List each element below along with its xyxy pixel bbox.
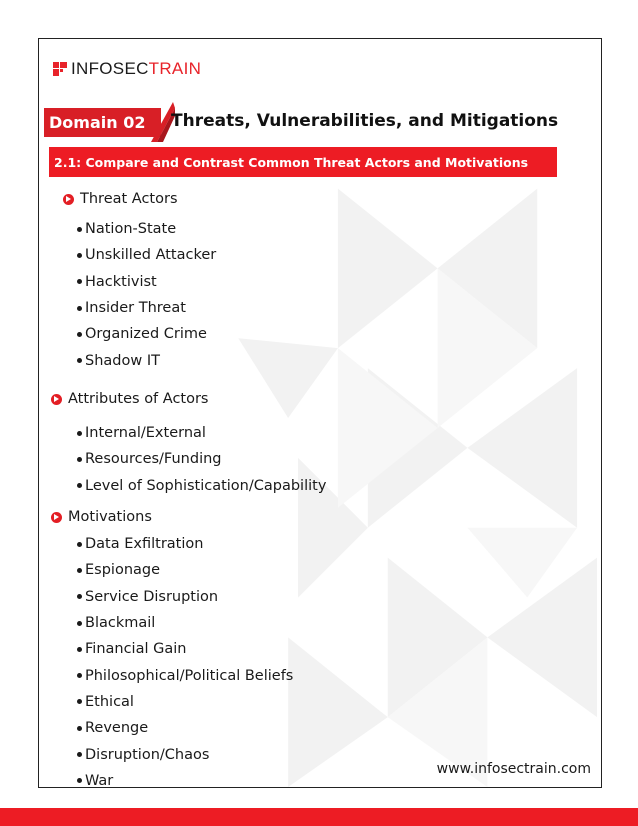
bullet-icon bbox=[77, 306, 82, 311]
list-item bbox=[77, 242, 216, 268]
list-item-text: Nation-State bbox=[85, 221, 177, 238]
list-item-text: Level of Sophistication/Capability bbox=[85, 477, 327, 494]
bullet-icon bbox=[77, 542, 82, 547]
attributes-list bbox=[77, 420, 326, 499]
list-item-text: Disruption/Chaos bbox=[85, 746, 210, 763]
bullet-icon bbox=[77, 227, 82, 232]
arrow-circle-right-icon bbox=[51, 512, 62, 523]
list-item-text: Blackmail bbox=[85, 615, 156, 632]
list-item bbox=[77, 768, 293, 788]
arrow-circle-right-icon bbox=[51, 394, 62, 405]
list-item bbox=[77, 557, 293, 583]
infosectrain-logo bbox=[53, 59, 201, 79]
bullet-icon bbox=[77, 279, 82, 284]
list-item-text: Espionage bbox=[85, 562, 161, 579]
threat-actors-list bbox=[77, 216, 216, 374]
bullet-icon bbox=[77, 726, 82, 731]
list-item bbox=[77, 610, 293, 636]
list-item bbox=[77, 531, 293, 557]
list-item bbox=[77, 715, 293, 741]
footer-bar bbox=[0, 808, 638, 826]
bullet-icon bbox=[77, 699, 82, 704]
section-heading-text: Motivations bbox=[68, 509, 152, 525]
list-item-text: Service Disruption bbox=[85, 588, 219, 605]
motivations-list bbox=[77, 531, 293, 788]
logo-mark-icon bbox=[53, 62, 67, 76]
bullet-icon bbox=[77, 647, 82, 652]
list-item-text: Internal/External bbox=[85, 425, 206, 442]
page-frame bbox=[38, 38, 602, 788]
section-heading-text: Threat Actors bbox=[80, 191, 178, 207]
bullet-icon bbox=[77, 332, 82, 337]
list-item bbox=[77, 584, 293, 610]
list-item bbox=[77, 662, 293, 688]
logo-text bbox=[71, 59, 201, 79]
list-item bbox=[77, 269, 216, 295]
bullet-icon bbox=[77, 457, 82, 462]
logo-text-infosec: INFOSEC bbox=[71, 59, 149, 78]
list-item bbox=[77, 321, 216, 347]
list-item bbox=[77, 347, 216, 373]
domain-header bbox=[39, 108, 601, 138]
list-item-text: Financial Gain bbox=[85, 641, 187, 658]
list-item-text: Ethical bbox=[85, 693, 134, 710]
list-item bbox=[77, 295, 216, 321]
section-heading-text: Attributes of Actors bbox=[68, 391, 209, 407]
bullet-icon bbox=[77, 594, 82, 599]
subsection-banner: 2.1: Compare and Contrast Common Threat Actors and Motivations bbox=[49, 147, 557, 177]
bullet-icon bbox=[77, 673, 82, 678]
list-item-text: Resources/Funding bbox=[85, 451, 222, 468]
list-item bbox=[77, 420, 326, 446]
domain-title: Threats, Vulnerabilities, and Mitigations bbox=[171, 111, 559, 131]
bullet-icon bbox=[77, 483, 82, 488]
section-heading-attributes-of-actors bbox=[51, 391, 208, 407]
list-item-text: Unskilled Attacker bbox=[85, 247, 217, 264]
list-item bbox=[77, 689, 293, 715]
list-item-text: Data Exfiltration bbox=[85, 536, 204, 553]
list-item bbox=[77, 473, 326, 499]
section-heading-threat-actors bbox=[63, 191, 178, 207]
list-item bbox=[77, 446, 326, 472]
list-item-text: Shadow IT bbox=[85, 352, 160, 369]
section-heading-motivations bbox=[51, 509, 152, 525]
bullet-icon bbox=[77, 778, 82, 783]
bullet-icon bbox=[77, 431, 82, 436]
domain-tag: Domain 02 bbox=[44, 108, 161, 137]
bullet-icon bbox=[77, 752, 82, 757]
list-item-text: Organized Crime bbox=[85, 326, 207, 343]
bullet-icon bbox=[77, 568, 82, 573]
list-item-text: Philosophical/Political Beliefs bbox=[85, 667, 294, 684]
list-item-text: War bbox=[85, 772, 114, 788]
list-item-text: Hacktivist bbox=[85, 273, 157, 290]
bullet-icon bbox=[77, 621, 82, 626]
list-item bbox=[77, 216, 216, 242]
list-item bbox=[77, 741, 293, 767]
bullet-icon bbox=[77, 358, 82, 363]
website-link[interactable]: www.infosectrain.com bbox=[436, 761, 591, 777]
bullet-icon bbox=[77, 253, 82, 258]
logo-text-train: TRAIN bbox=[148, 59, 202, 78]
arrow-circle-right-icon bbox=[63, 194, 74, 205]
list-item bbox=[77, 636, 293, 662]
list-item-text: Insider Threat bbox=[85, 300, 186, 317]
list-item-text: Revenge bbox=[85, 720, 149, 737]
